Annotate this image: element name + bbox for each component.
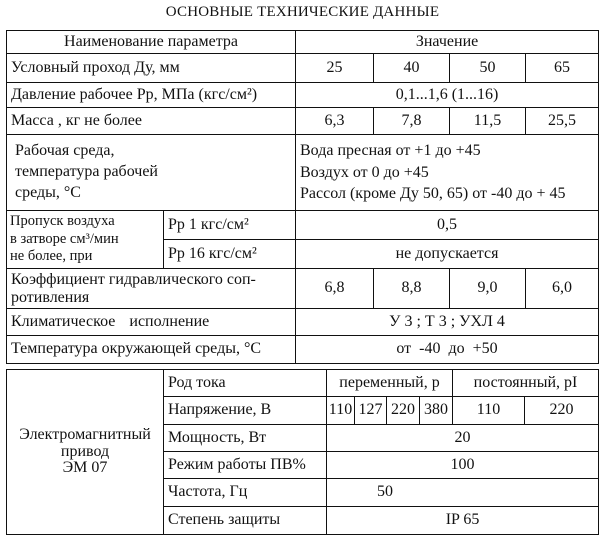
page-title: ОСНОВНЫЕ ТЕХНИЧЕСКИЕ ДАННЫЕ (165, 4, 440, 20)
coef-value: 8,8 (374, 269, 450, 309)
header-param: Наименование параметра (7, 31, 296, 54)
row-mass (7, 108, 599, 135)
coef-label-line: ротивления (11, 288, 90, 306)
leak-p16-label: Рр 16 кгс/см² (164, 240, 296, 269)
mass-label: Масса , кг не более (7, 108, 296, 135)
current-ac: переменный, р (327, 370, 453, 397)
frequency-value: 50 (327, 479, 599, 507)
drive-row-current (7, 370, 599, 397)
ambient-value: от -40 до +50 (296, 336, 599, 364)
leak-label-line: Пропуск воздуха (10, 213, 115, 229)
voltage-ac-value: 220 (387, 397, 420, 425)
power-value: 20 (327, 425, 599, 452)
drive-label (7, 370, 164, 535)
du-value: 65 (526, 54, 599, 83)
pressure-label: Давление рабочее Рр, МПа (кгс/см²) (7, 83, 296, 108)
row-climate (7, 309, 599, 336)
mass-value: 7,8 (374, 108, 450, 135)
drive-label-line: ЭМ 07 (62, 459, 108, 477)
current-label: Род тока (164, 370, 327, 397)
drive-label-line: Электромагнитный (19, 425, 151, 443)
leak-p1-label: Рр 1 кгс/см² (164, 211, 296, 240)
header-row (7, 31, 599, 54)
drive-label-line: привод (60, 442, 110, 460)
row-du (7, 54, 599, 83)
pressure-value: 0,1...1,6 (1...16) (296, 83, 599, 108)
du-value: 50 (450, 54, 526, 83)
climate-value: У 3 ; Т 3 ; УХЛ 4 (296, 309, 599, 336)
row-pressure (7, 83, 599, 108)
du-label: Условный проход Ду, мм (7, 54, 296, 83)
mass-value: 25,5 (526, 108, 599, 135)
ambient-label: Температура окружающей среды, °С (7, 336, 296, 364)
coef-value: 6,8 (296, 269, 374, 309)
climate-label: Климатическое исполнение (7, 309, 296, 336)
row-medium (7, 135, 599, 211)
du-value: 40 (374, 54, 450, 83)
coef-label-line: Коэффициент гидравлического соп- (11, 271, 256, 289)
protection-label: Степень защиты (164, 507, 327, 535)
coef-label (7, 269, 296, 309)
du-value: 25 (296, 54, 374, 83)
mass-value: 11,5 (450, 108, 526, 135)
duty-value: 100 (327, 452, 599, 479)
medium-label-line: температура рабочей (15, 163, 158, 181)
row-ambient (7, 336, 599, 364)
medium-value-line: Рассол (кроме Ду 50, 65) от -40 до + 45 (300, 185, 566, 203)
drive-table (6, 369, 599, 535)
voltage-dc-value: 110 (453, 397, 525, 425)
leak-p1-value: 0,5 (296, 211, 599, 240)
voltage-dc-value: 220 (525, 397, 599, 425)
voltage-ac-value: 127 (355, 397, 387, 425)
voltage-ac-value: 380 (420, 397, 453, 425)
voltage-label: Напряжение, В (164, 397, 327, 425)
medium-value-line: Вода пресная от +1 до +45 (300, 142, 481, 160)
coef-value: 6,0 (526, 269, 599, 309)
medium-value-line: Воздух от 0 до +45 (300, 163, 429, 181)
frequency-label: Частота, Гц (164, 479, 327, 507)
header-value: Значение (296, 31, 599, 54)
row-leak-1 (7, 211, 599, 240)
leak-label-line: в затворе см³/мин (10, 230, 119, 247)
leak-label-line: не более, при (10, 248, 93, 265)
mass-value: 6,3 (296, 108, 374, 135)
medium-label-line: среды, °С (15, 183, 81, 201)
protection-value: IP 65 (327, 507, 599, 535)
power-label: Мощность, Вт (164, 425, 327, 452)
medium-label-line: Рабочая среда, (15, 142, 115, 160)
tech-data-table (6, 30, 599, 364)
duty-label: Режим работы ПВ% (164, 452, 327, 479)
leak-label (7, 211, 164, 269)
medium-value (296, 135, 599, 211)
voltage-ac-value: 110 (327, 397, 355, 425)
leak-p16-value: не допускается (296, 240, 599, 269)
current-dc: постоянный, рI (453, 370, 599, 397)
coef-value: 9,0 (450, 269, 526, 309)
medium-label (7, 135, 296, 211)
row-coef (7, 269, 599, 309)
